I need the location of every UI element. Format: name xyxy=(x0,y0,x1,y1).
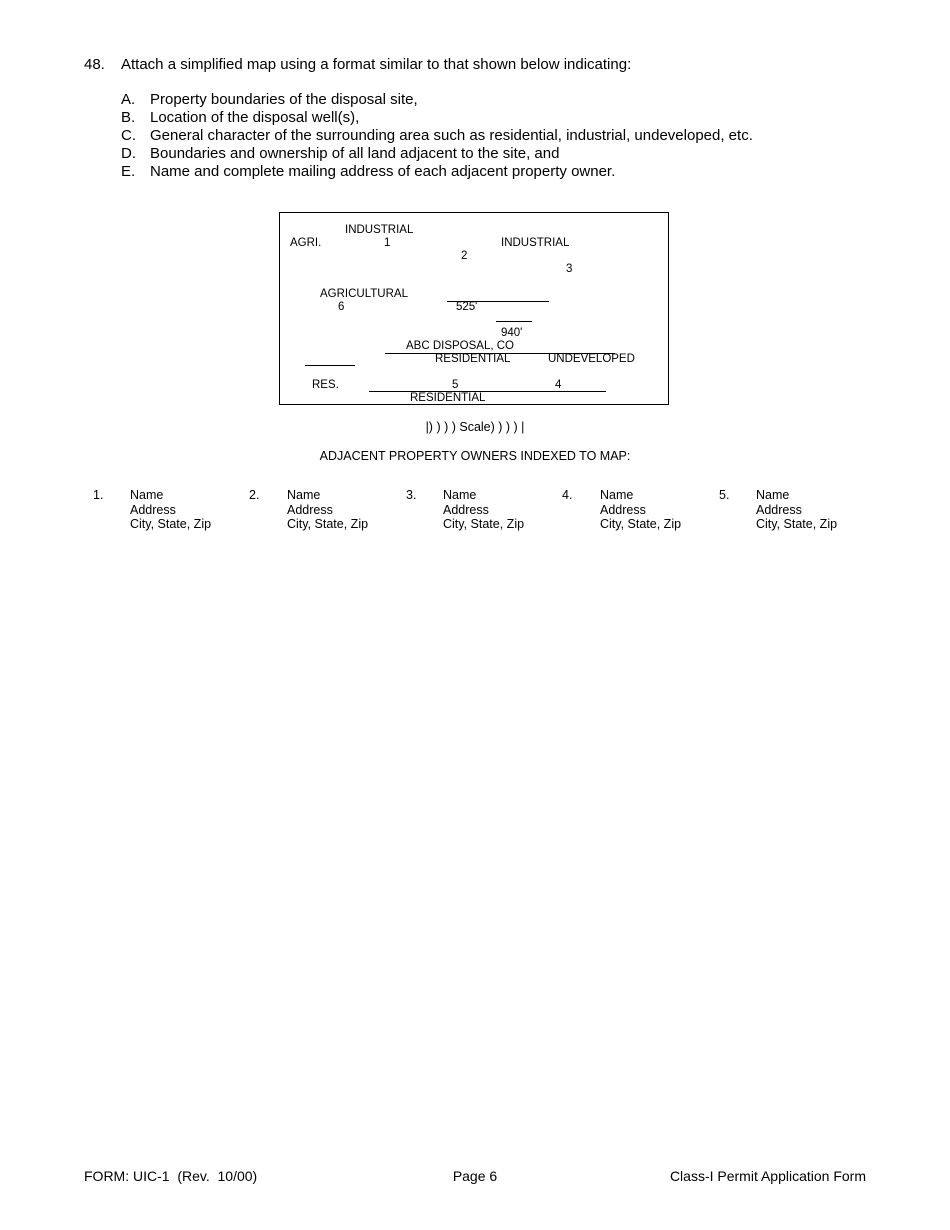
map-label-agricultural: AGRICULTURAL xyxy=(320,288,408,300)
map-label-residential-south: RESIDENTIAL xyxy=(410,392,486,404)
owner-city-state-zip: City, State, Zip xyxy=(287,517,369,531)
map-dimension-525: 525' xyxy=(456,301,478,313)
footer-page-number: Page 6 xyxy=(452,1168,498,1184)
item-text: Name and complete mailing address of each adjacent property owner. xyxy=(150,163,616,180)
owner-name: Name xyxy=(756,488,790,502)
owner-number: 3. xyxy=(406,488,417,502)
map-parcel-number-5: 5 xyxy=(452,379,459,391)
sample-site-map xyxy=(279,212,669,405)
owner-number: 4. xyxy=(562,488,573,502)
map-boundary-line xyxy=(369,391,606,392)
item-text: Property boundaries of the disposal site, xyxy=(150,91,418,108)
map-scale: |) ) ) ) Scale) ) ) ) | xyxy=(425,420,525,434)
footer-form-id: FORM: UIC-1 (Rev. 10/00) xyxy=(84,1168,258,1184)
item-text: Location of the disposal well(s), xyxy=(150,109,360,126)
owner-city-state-zip: City, State, Zip xyxy=(443,517,525,531)
map-parcel-number-4: 4 xyxy=(555,379,562,391)
owner-city-state-zip: City, State, Zip xyxy=(130,517,212,531)
owners-heading: ADJACENT PROPERTY OWNERS INDEXED TO MAP: xyxy=(319,449,631,463)
footer-form-title: Class-I Permit Application Form xyxy=(669,1168,866,1184)
owner-city-state-zip: City, State, Zip xyxy=(600,517,682,531)
map-label-agri: AGRI. xyxy=(290,237,322,249)
owner-number: 2. xyxy=(249,488,260,502)
map-label-res: RES. xyxy=(312,379,339,391)
map-parcel-number-3: 3 xyxy=(566,263,573,275)
map-label-industrial-east: INDUSTRIAL xyxy=(501,237,570,249)
item-letter: B. xyxy=(121,109,136,126)
map-boundary-line xyxy=(305,365,355,366)
item-text: Boundaries and ownership of all land adjacent to the site, and xyxy=(150,145,560,162)
map-dimension-940: 940' xyxy=(501,327,523,339)
owner-address: Address xyxy=(287,503,333,517)
map-label-residential-site: RESIDENTIAL xyxy=(435,353,511,365)
owner-city-state-zip: City, State, Zip xyxy=(756,517,838,531)
owner-number: 1. xyxy=(93,488,104,502)
map-boundary-line xyxy=(496,321,532,322)
owner-name: Name xyxy=(600,488,634,502)
owner-address: Address xyxy=(443,503,489,517)
owner-name: Name xyxy=(130,488,164,502)
item-letter: E. xyxy=(121,163,136,180)
owner-name: Name xyxy=(443,488,477,502)
item-text: General character of the surrounding area such as residential, industrial, undeveloped, etc. xyxy=(150,127,753,144)
item-letter: C. xyxy=(121,127,136,144)
map-parcel-number-6: 6 xyxy=(338,301,345,313)
question-number: 48. xyxy=(84,56,105,73)
item-letter: D. xyxy=(121,145,136,162)
map-label-industrial-north: INDUSTRIAL xyxy=(345,224,414,236)
owner-name: Name xyxy=(287,488,321,502)
question-text: Attach a simplified map using a format similar to that shown below indicating: xyxy=(121,56,632,73)
map-parcel-number-1: 1 xyxy=(384,237,391,249)
map-label-undeveloped: UNDEVELOPED xyxy=(548,353,635,365)
owner-address: Address xyxy=(756,503,802,517)
map-parcel-number-2: 2 xyxy=(461,250,468,262)
owner-address: Address xyxy=(600,503,646,517)
owner-address: Address xyxy=(130,503,176,517)
item-letter: A. xyxy=(121,91,136,108)
owner-number: 5. xyxy=(719,488,730,502)
map-site-name: ABC DISPOSAL, CO xyxy=(406,340,515,352)
